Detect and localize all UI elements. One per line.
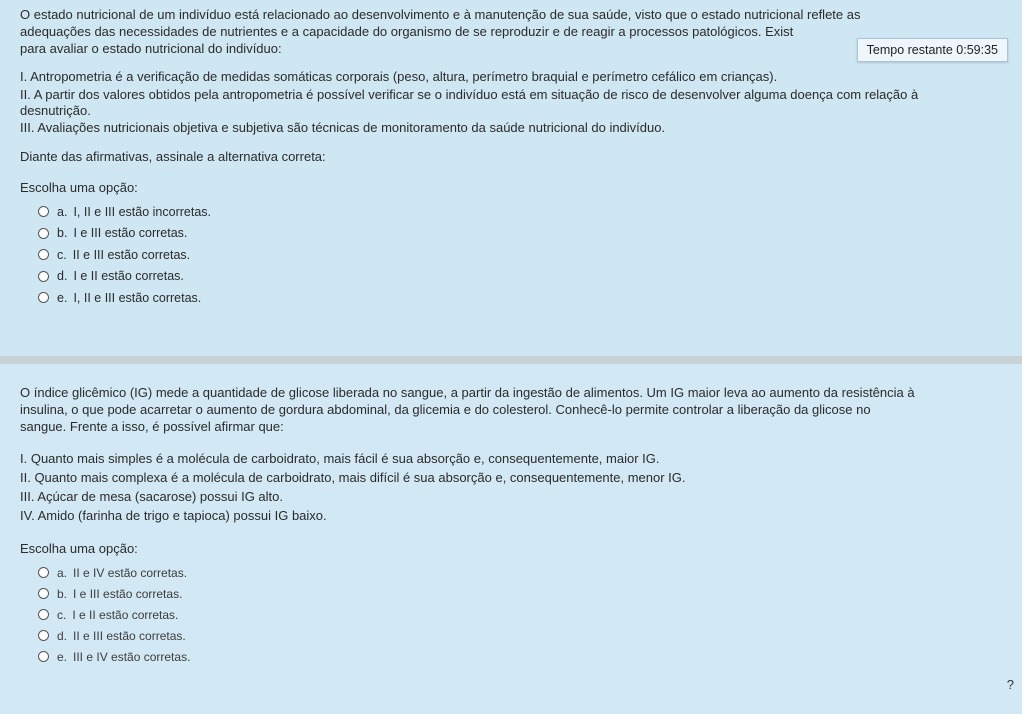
question-2-stem-line: insulina, o que pode acarretar o aumento de gordura abdominal, da glicemia e do colesterol. Conhecê-lo permite controlar a liberação da glicose no	[20, 402, 871, 417]
option-text: I e III estão corretas.	[73, 226, 188, 241]
option-letter: c.	[57, 247, 67, 262]
option-letter: d.	[57, 628, 68, 643]
option-letter: b.	[57, 226, 68, 241]
question-1-item-i: I. Antropometria é a verificação de medidas somáticas corporais (peso, altura, perímetro braquial e perímetro cefálico em crianças).	[20, 69, 778, 84]
option-text: III e IV estão corretas.	[73, 649, 191, 664]
option-letter: a.	[57, 565, 68, 580]
option-text: I, II e III estão corretas.	[73, 290, 202, 305]
question-1-options	[20, 201, 1010, 309]
timer-value: 0:59:35	[956, 43, 998, 57]
option-letter: e.	[57, 290, 68, 305]
question-2-stem-line: sangue. Frente a isso, é possível afirmar que:	[20, 419, 284, 434]
question-1-option-e[interactable]	[38, 287, 1010, 309]
question-1-prompt: Diante das afirmativas, assinale a alternativa correta:	[20, 149, 326, 164]
question-1-stem-line: O estado nutricional de um indivíduo está relacionado ao desenvolvimento e à manutenção de sua saúde, visto que o estado nutricional reflete as	[20, 7, 861, 22]
option-text: II e III estão corretas.	[73, 628, 186, 643]
option-text: I e II estão corretas.	[73, 269, 184, 284]
question-2-option-e[interactable]	[38, 646, 1010, 667]
question-2-option-d[interactable]	[38, 625, 1010, 646]
question-2-choose-label: Escolha uma opção:	[20, 541, 138, 556]
radio-button[interactable]	[38, 271, 49, 282]
radio-button[interactable]	[38, 567, 49, 578]
option-text: I e II estão corretas.	[72, 607, 179, 622]
question-1-stem-line: adequações das necessidades de nutrientes e a capacidade do organismo de se reproduzir e de reagir a processos patológicos. Exist	[20, 24, 794, 39]
option-text: I, II e III estão incorretas.	[73, 204, 211, 219]
question-1-option-d[interactable]	[38, 266, 1010, 288]
radio-button[interactable]	[38, 588, 49, 599]
question-2-option-a[interactable]	[38, 562, 1010, 583]
question-2-option-b[interactable]	[38, 583, 1010, 604]
question-2-item-iii: III. Açúcar de mesa (sacarose) possui IG alto.	[20, 489, 284, 504]
radio-button[interactable]	[38, 249, 49, 260]
question-1-item-ii: II. A partir dos valores obtidos pela antropometria é possível verificar se o indivíduo está em situação de risco de desenvolver alguma doença com relação à	[20, 87, 919, 102]
question-2-option-c[interactable]	[38, 604, 1010, 625]
radio-button[interactable]	[38, 206, 49, 217]
question-2-stem	[20, 384, 1010, 435]
option-letter: a.	[57, 204, 68, 219]
question-1-item-ii-cont: desnutrição.	[20, 103, 91, 118]
help-icon[interactable]: ?	[1006, 677, 1014, 692]
question-1-item-iii: III. Avaliações nutricionais objetiva e subjetiva são técnicas de monitoramento da saúde nutricional do indivíduo.	[20, 120, 666, 135]
time-remaining-badge	[857, 38, 1008, 62]
question-1-option-c[interactable]	[38, 244, 1010, 266]
option-text: II e III estão corretas.	[72, 247, 191, 262]
question-1-option-a[interactable]	[38, 201, 1010, 223]
radio-button[interactable]	[38, 630, 49, 641]
option-letter: d.	[57, 269, 68, 284]
question-2-panel	[0, 364, 1022, 714]
radio-button[interactable]	[38, 651, 49, 662]
option-text: I e III estão corretas.	[73, 586, 183, 601]
question-1-stem-line: para avaliar o estado nutricional do indivíduo:	[20, 41, 282, 56]
radio-button[interactable]	[38, 228, 49, 239]
radio-button[interactable]	[38, 292, 49, 303]
option-letter: b.	[57, 586, 68, 601]
radio-button[interactable]	[38, 609, 49, 620]
question-2-item-ii: II. Quanto mais complexa é a molécula de carboidrato, mais difícil é sua absorção e, consequentemente, menor IG.	[20, 470, 686, 485]
question-2-item-i: I. Quanto mais simples é a molécula de carboidrato, mais fácil é sua absorção e, consequentemente, maior IG.	[20, 451, 660, 466]
question-2-options	[20, 562, 1010, 667]
option-text: II e IV estão corretas.	[73, 565, 188, 580]
question-1-choose-label: Escolha uma opção:	[20, 180, 138, 195]
option-letter: e.	[57, 649, 68, 664]
question-2-stem-line: O índice glicêmico (IG) mede a quantidade de glicose liberada no sangue, a partir da ingestão de alimentos. Um IG maior leva ao aumento da resistência à	[20, 385, 915, 400]
question-1-option-b[interactable]	[38, 223, 1010, 245]
question-2-item-iv: IV. Amido (farinha de trigo e tapioca) possui IG baixo.	[20, 508, 327, 523]
timer-label: Tempo restante	[866, 43, 953, 57]
option-letter: c.	[57, 607, 67, 622]
